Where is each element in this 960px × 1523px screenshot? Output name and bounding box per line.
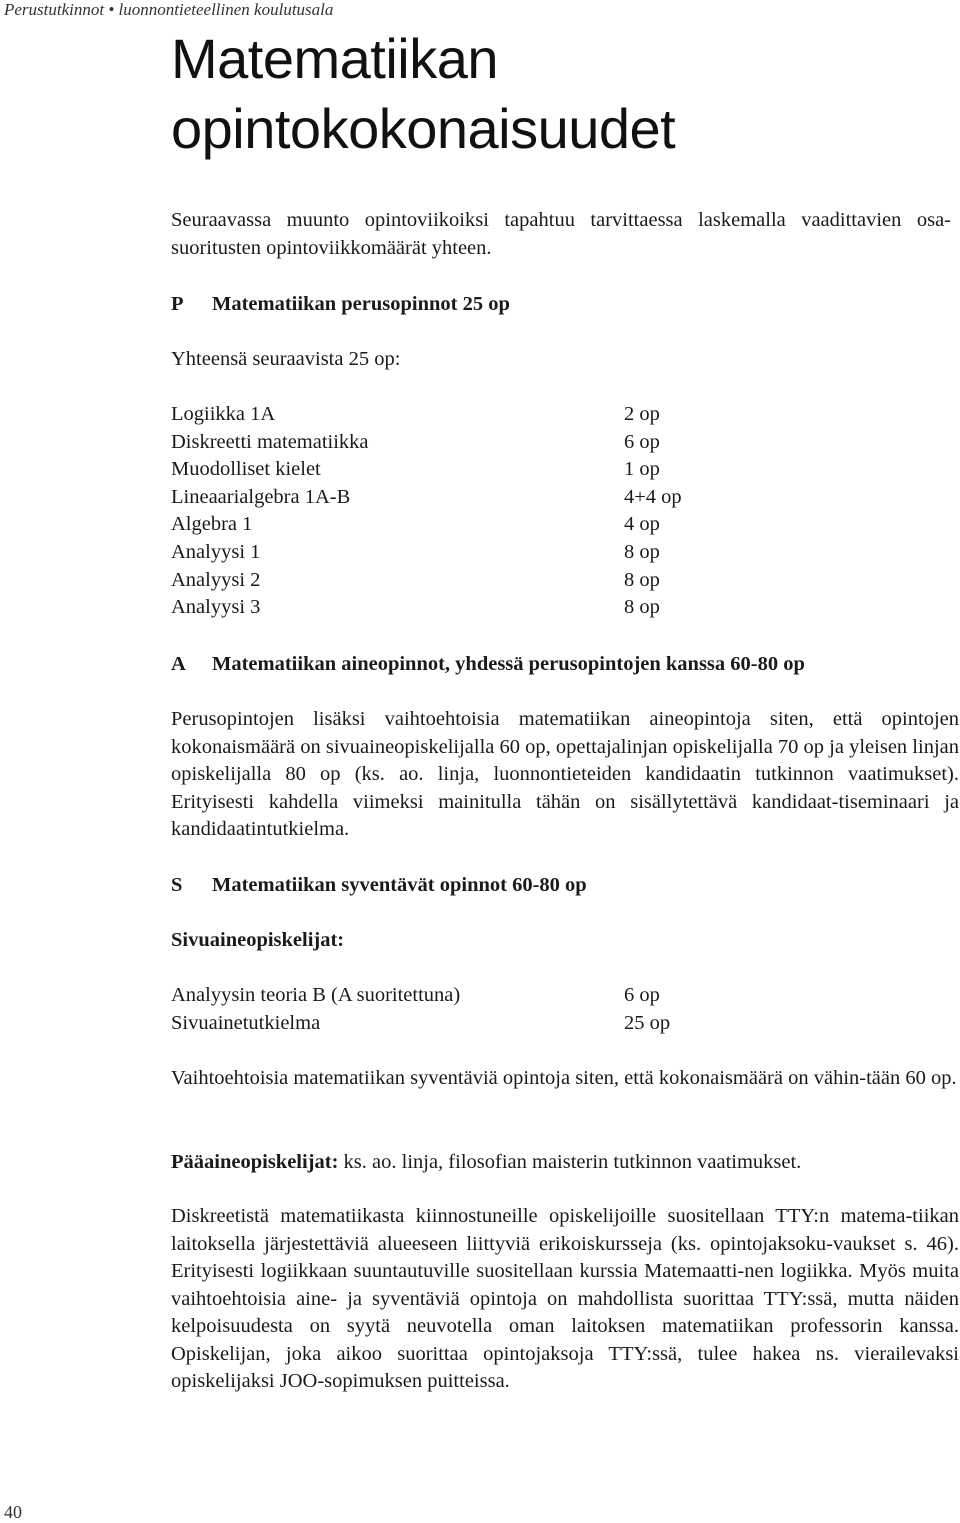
running-header: Perustutkinnot • luonnontieteellinen koulutusala — [4, 0, 334, 19]
course-name: Sivuainetutkielma — [171, 1011, 321, 1034]
course-credits: 25 op — [624, 1011, 671, 1034]
course-credits: 2 op — [624, 403, 660, 425]
deep-course-list — [171, 982, 670, 1037]
course-credits: 8 op — [624, 568, 660, 591]
course-credits: 8 op — [624, 596, 660, 619]
page-title — [171, 24, 931, 164]
perus-course-list — [171, 401, 744, 622]
course-name: Lineaarialgebra 1A-B — [171, 485, 351, 508]
section-s-paragraph1: Vaihtoehtoisia matematiikan syventäviä opintoja siten, että kokonaismäärä on vähin-tään 60 op. — [171, 1067, 957, 1089]
course-row — [171, 539, 744, 567]
section-a-title: Matematiikan aineopinnot, yhdessä perusopintojen kanssa 60-80 op — [212, 653, 805, 675]
course-name: Diskreetti matematiikka — [171, 430, 369, 453]
course-row — [171, 982, 670, 1010]
course-name: Logiikka 1A — [171, 403, 276, 425]
course-row — [171, 429, 744, 457]
page-title-line2: opintokokonaisuudet — [171, 97, 676, 160]
minor-students-heading: Sivuaineopiskelijat: — [171, 929, 345, 951]
section-p-subtitle: Yhteensä seuraavista 25 op: — [171, 348, 401, 370]
section-s-letter: S — [171, 874, 183, 896]
course-row — [171, 511, 744, 539]
course-name: Muodolliset kielet — [171, 458, 321, 481]
section-p-title: Matematiikan perusopinnot 25 op — [212, 293, 510, 315]
major-students-line — [171, 1149, 960, 1177]
course-row — [171, 1010, 670, 1038]
course-credits: 8 op — [624, 540, 660, 563]
course-row — [171, 456, 744, 484]
major-students-text: ks. ao. linja, filosofian maisterin tutkinnon vaatimukset. — [338, 1151, 802, 1173]
course-name: Analyysi 3 — [171, 596, 261, 619]
section-p-letter: P — [171, 293, 184, 315]
section-a-letter: A — [171, 653, 186, 675]
course-credits: 4+4 op — [624, 485, 682, 508]
course-row — [171, 567, 744, 595]
section-a-heading — [171, 651, 960, 679]
section-s-title: Matematiikan syventävät opinnot 60-80 op — [212, 874, 587, 896]
course-row — [171, 401, 744, 429]
major-students-label: Pääaineopiskelijat: — [171, 1151, 339, 1173]
page-number: 40 — [4, 1502, 22, 1522]
section-s-heading — [171, 872, 960, 900]
page-title-line1: Matematiikan — [171, 27, 499, 90]
course-name: Algebra 1 — [171, 513, 253, 536]
course-name: Analyysi 1 — [171, 540, 261, 563]
course-row — [171, 594, 744, 622]
course-name: Analyysi 2 — [171, 568, 261, 591]
course-credits: 4 op — [624, 513, 660, 536]
course-credits: 6 op — [624, 984, 660, 1006]
section-s-paragraph2: Diskreetistä matematiikasta kiinnostuneille opiskelijoille suositellaan TTY:n matema-tiikan laitoksella järjestettäviä alueeseen liittyviä erikoiskursseja (ks. opintojaksoku-vaukset s. 46). Erityisesti logiikkaan suuntautuville suositellaan kurssia Matemaatti-nen logiikka. Myös muita vaihtoehtoisia aine- ja syventäviä opintoja on mahdollista suorittaa TTY:ssä, mutta näiden kelpoisuudesta on syytä neuvotella oman laitoksen matematiikan professorin kanssa. Opiskelijan, joka aikoo suorittaa opintojaksoja TTY:ssä, tulee hakea ns. vierailevaksi opiskelijaksi JOO-sopimuksen puitteissa. — [171, 1205, 959, 1392]
course-credits: 6 op — [624, 430, 660, 453]
intro-paragraph: Seuraavassa muunto opintoviikoiksi tapahtuu tarvittaessa laskemalla vaadittavien osa-suoritusten opintoviikkomäärät yhteen. — [171, 209, 951, 259]
course-name: Analyysin teoria B (A suoritettuna) — [171, 984, 461, 1006]
section-p-heading — [171, 291, 960, 319]
section-a-paragraph: Perusopintojen lisäksi vaihtoehtoisia matematiikan aineopintoja siten, että opintojen kokonaismäärä on sivuaineopiskelijalla 60 op, opettajalinjan opiskelijalla 70 op ja yleisen linjan opiskelijalla 80 op (ks. ao. linja, luonnontieteiden kandidaatin tutkinnon vaatimukset). Erityisesti kahdella viimeksi mainitulla tähän on sisällytettävä kandidaat-tiseminaari ja kandidaatintutkielma. — [171, 708, 959, 840]
course-row — [171, 484, 744, 512]
course-credits: 1 op — [624, 458, 660, 481]
